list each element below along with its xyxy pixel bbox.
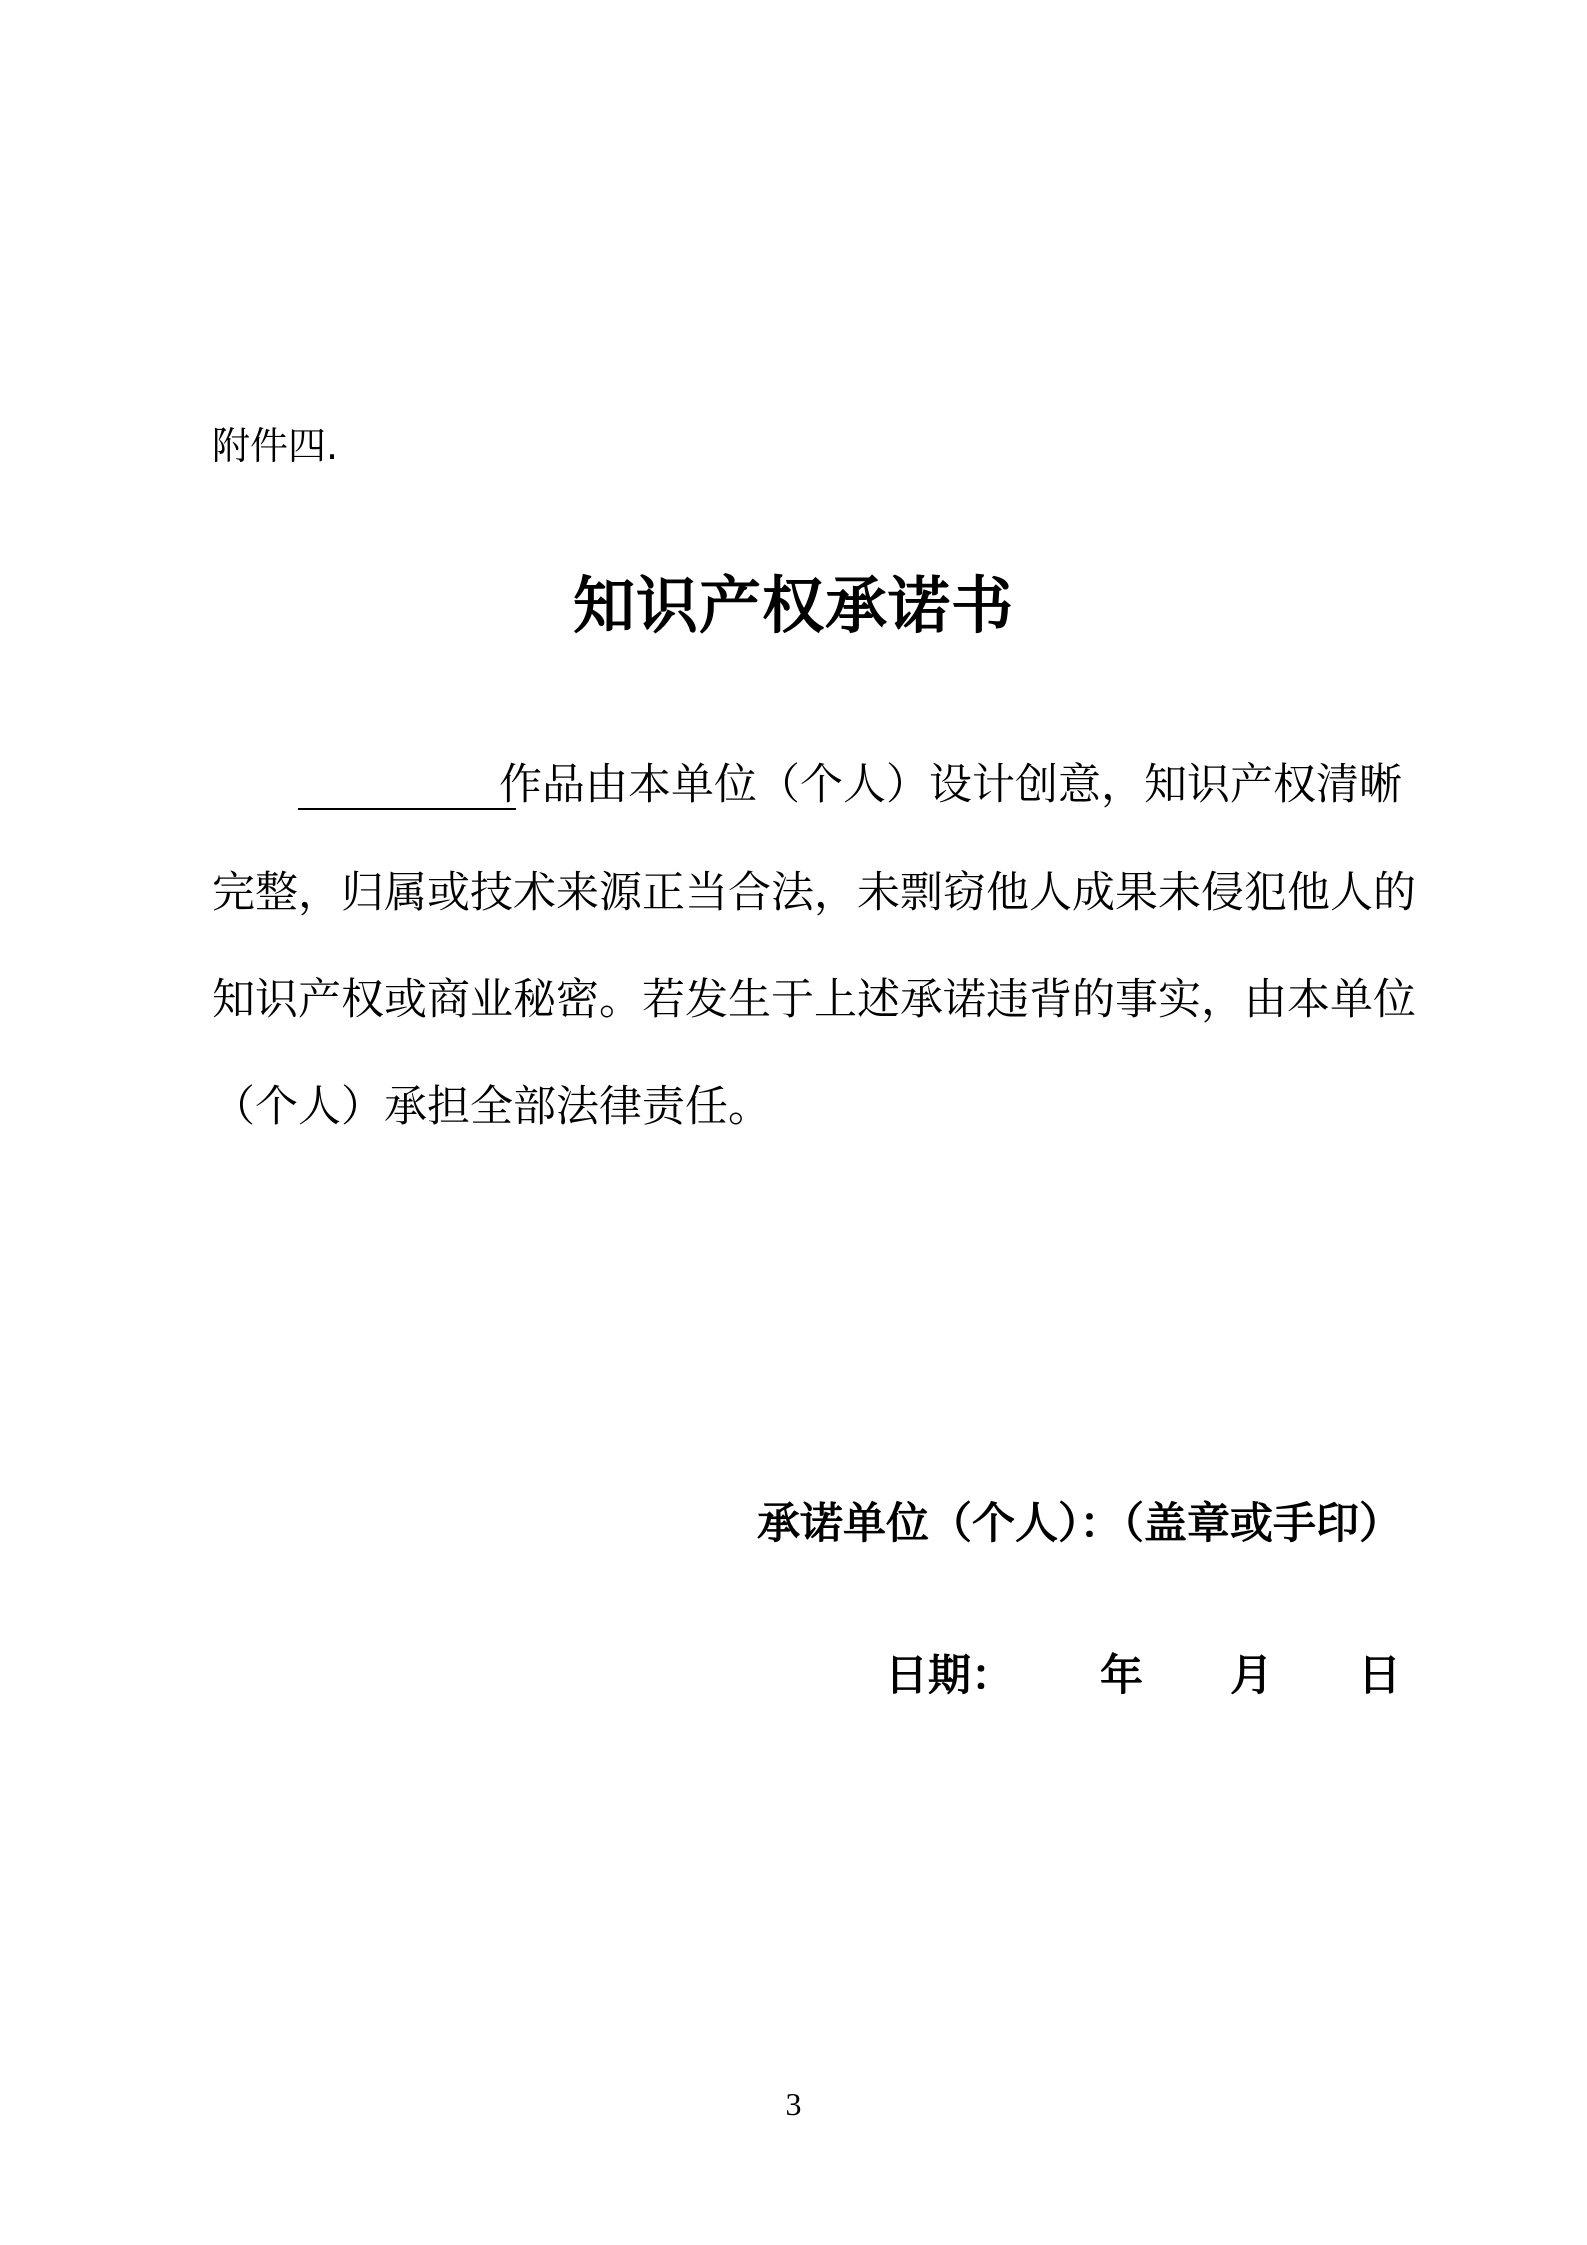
attachment-label: 附件四. [212,424,339,468]
date-label: 日期： [885,1651,1014,1701]
date-year-unit: 年 [1100,1651,1143,1701]
date-day-unit: 日 [1358,1651,1401,1701]
page-number: 3 [785,2086,802,2122]
body-line-3: 知识产权或商业秘密。若发生于上述承诺违背的事实，由本单位 [212,975,1416,1025]
document-title: 知识产权承诺书 [572,569,1014,642]
signature-line: 承诺单位（个人）：（盖章或手印） [757,1499,1402,1549]
body-line-4: （个人）承担全部法律责任。 [212,1082,771,1132]
body-line-1: 作品由本单位（个人）设计创意，知识产权清晰 [499,760,1402,810]
body-line-2: 完整，归属或技术来源正当合法，未剽窃他人成果未侵犯他人的 [212,868,1416,918]
date-month-unit: 月 [1230,1651,1273,1701]
